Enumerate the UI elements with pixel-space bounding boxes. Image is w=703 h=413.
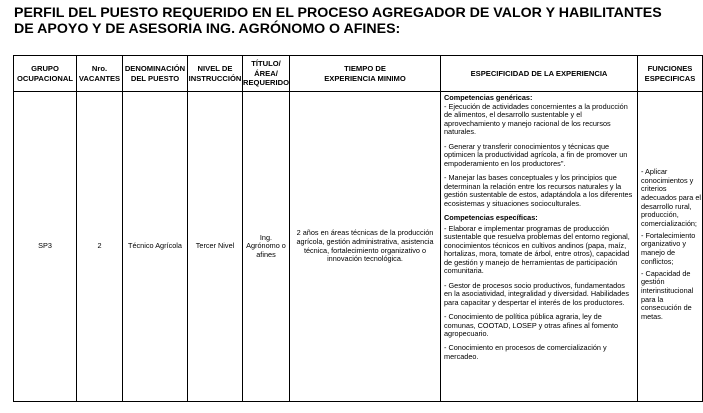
header-especificidad: ESPECIFICIDAD DE LA EXPERIENCIA <box>441 56 638 92</box>
table-row <box>14 92 703 402</box>
page-title <box>14 5 664 37</box>
header-nivel-instruccion: NIVEL DE INSTRUCCIÓN <box>188 56 243 92</box>
competencia-especifica-item: - Gestor de procesos socio productivos, fundamentados en la asociatividad, integralidad y diversidad. Habilidades para capacitar y despertar el interés de los productores. <box>444 280 629 307</box>
funcion-item: - Aplicar conocimientos y criterios adecuados para el desarrollo rural, producción, comercialización; <box>641 167 702 228</box>
competencia-generica-item: - Manejar las bases conceptuales y los principios que determinan la relación entre los recursos naturales y la gestión sustentable de estos, adaptándola a los diferentes ecosistemas y situaciones socioculturales. <box>444 172 633 208</box>
cell-funciones <box>638 92 703 402</box>
cell-nivel: Tercer Nivel <box>188 92 243 402</box>
title-line-1: PERFIL DEL PUESTO REQUERIDO EN EL PROCESO AGREGADOR DE VALOR Y HABILITANTES <box>14 5 662 21</box>
job-profile-table <box>13 55 703 402</box>
cell-vacantes: 2 <box>77 92 123 402</box>
table-header-row <box>14 56 703 92</box>
header-vacantes: Nro. VACANTES <box>77 56 123 92</box>
competencia-especifica-item: - Elaborar e implementar programas de producción sustentable que resuelva problemas del entorno regional, conocimientos técnicos en cultivos andinos (papa, maíz, hortalizas, mora, tomate de árbol, entre otros), capacidad de gestión y manejo de herramientas de participación comunitaria. <box>444 223 630 276</box>
header-denominacion: DENOMINACIÓN DEL PUESTO <box>123 56 188 92</box>
competencia-especifica-item: - Conocimiento en procesos de comercialización y mercadeo. <box>444 343 607 361</box>
competencias-genericas-heading: Competencias genéricas: <box>444 93 533 102</box>
funcion-item: - Fortalecimiento organizativo y manejo de conflictos; <box>641 230 696 266</box>
cell-tiempo-experiencia: 2 años en áreas técnicas de la producción agrícola, gestión administrativa, asistencia técnica, fortalecimiento organizativo o innovación tecnológica. <box>290 92 441 402</box>
competencia-generica-item: - Ejecución de actividades concernientes a la producción de alimentos, el desarrollo sustentable y el aprovechamiento y manejo racional de los recursos naturales. <box>444 101 628 137</box>
header-tiempo-experiencia: TIEMPO DE EXPERIENCIA MINIMO <box>290 56 441 92</box>
header-titulo: TÍTULO/ ÁREA/ REQUERIDO <box>243 56 290 92</box>
cell-titulo: Ing. Agrónomo o afines <box>243 92 290 402</box>
header-grupo-ocupacional: GRUPO OCUPACIONAL <box>14 56 77 92</box>
cell-denominacion: Técnico Agrícola <box>123 92 188 402</box>
cell-especificidad <box>441 92 638 402</box>
competencia-especifica-item: - Conocimiento de política pública agraria, ley de comunas, COOTAD, LOSEP y otras afines al fomento agropecuario. <box>444 312 619 339</box>
competencias-especificas-heading: Competencias específicas: <box>444 212 538 222</box>
funcion-item: - Capacidad de gestión interinstitucional para la consecución de metas. <box>641 268 694 321</box>
competencia-generica-item: - Generar y transferir conocimientos y técnicas que optimicen la productividad agrícola, a fin de promover un empoderamiento en los productores". <box>444 141 628 168</box>
header-funciones: FUNCIONES ESPECIFICAS <box>638 56 703 92</box>
cell-grupo: SP3 <box>14 92 77 402</box>
title-line-2: DE APOYO Y DE ASESORIA ING. AGRÓNOMO O AFINES: <box>14 21 401 37</box>
